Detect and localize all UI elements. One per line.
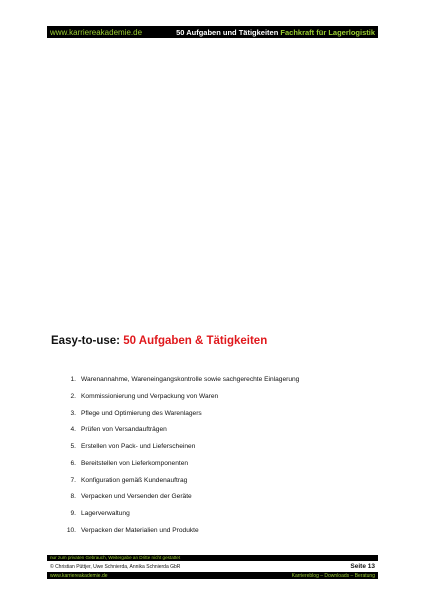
list-item: [63, 426, 299, 443]
footer-copyright: © Christian Püttjer, Uwe Schnierda, Annika Schnierda GbR: [50, 563, 181, 570]
task-text: Bereitstellen von Lieferkomponenten: [81, 459, 189, 467]
list-item: [63, 443, 299, 460]
header-title: [176, 28, 375, 37]
list-item: [63, 460, 299, 477]
task-number: 3.: [70, 409, 76, 417]
task-text: Lagerverwaltung: [81, 510, 130, 517]
task-number: 6.: [70, 459, 76, 467]
task-text: Verpacken und Versenden der Geräte: [81, 493, 192, 501]
task-number: 10.: [66, 526, 76, 534]
section-title-prefix: Easy-to-use:: [51, 335, 121, 347]
task-number: 5.: [70, 443, 76, 450]
header-title-prefix: 50 Aufgaben und Tätigkeiten: [176, 27, 279, 37]
list-item: [63, 527, 299, 544]
footer-bar: [47, 572, 378, 579]
footer-site-link[interactable]: www.karriereakademie.de: [50, 572, 108, 579]
task-list: [63, 376, 299, 544]
list-item: [63, 410, 299, 427]
task-text: Kommissionierung und Verpackung von Waren: [81, 392, 219, 400]
task-number: 7.: [70, 476, 76, 484]
task-number: 2.: [70, 392, 76, 400]
task-text: Pflege und Optimierung des Warenlagers: [81, 409, 202, 417]
task-text: Verpacken der Materialien und Produkte: [81, 526, 199, 534]
section-title-accent: 50 Aufgaben & Tätigkeiten: [123, 335, 268, 347]
footer-copyright-row: [47, 562, 378, 571]
task-number: 8.: [70, 493, 76, 501]
list-item: [63, 493, 299, 510]
task-number: 1.: [70, 376, 76, 383]
section-title: [51, 335, 267, 347]
task-text: Konfiguration gemäß Kundenauftrag: [81, 476, 188, 484]
header-site-link[interactable]: www.karriereakademie.de: [50, 27, 143, 37]
header-title-highlight: Fachkraft für Lagerlogistik: [280, 27, 375, 37]
footer-links[interactable]: Karriereblog – Downloads – Beratung: [291, 572, 375, 579]
page-header: [47, 26, 378, 38]
list-item: [63, 477, 299, 494]
task-number: 9.: [70, 510, 76, 517]
task-number: 4.: [70, 426, 76, 434]
footer-usage-note: nur zum privaten Gebrauch, Weitergabe an Dritte nicht gestattet: [47, 555, 378, 561]
task-text: Warenannahme, Wareneingangskontrolle sowie sachgerechte Einlagerung: [81, 376, 300, 383]
list-item: [63, 393, 299, 410]
page-number: Seite 13: [350, 563, 375, 570]
task-text: Erstellen von Pack- und Lieferscheinen: [81, 443, 196, 450]
list-item: [63, 510, 299, 527]
list-item: [63, 376, 299, 393]
task-text: Prüfen von Versandaufträgen: [81, 426, 167, 434]
